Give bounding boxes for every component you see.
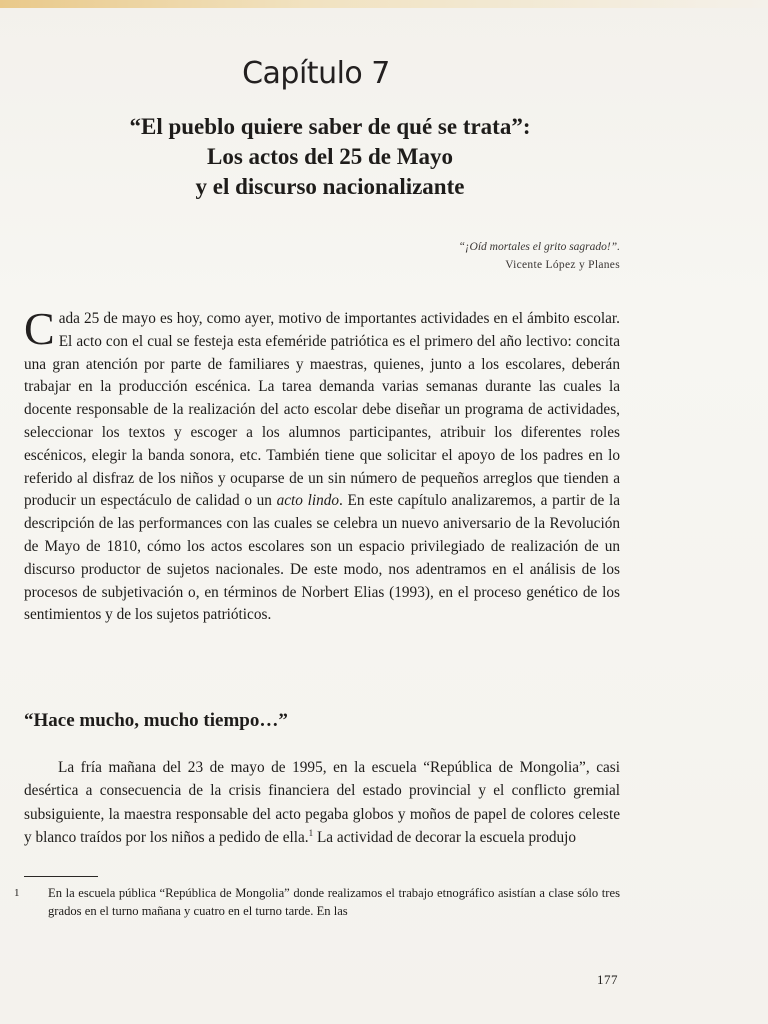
chapter-title [28, 112, 632, 202]
chapter-title-line: Los actos del 25 de Mayo [207, 144, 453, 169]
footnote-number: 1 [14, 887, 20, 899]
intro-text: ada 25 de mayo es hoy, como ayer, motivo de importantes actividades en el ámbito escolar. El acto con el cual se festeja esta efeméride patriótica es el primero del año lectivo: concita una gran atención por parte de familiares y maestras, quienes, junto a los escolares, deberán trabajar en la producción escénica. La tarea demanda varias semanas durante las cuales la docente responsable de la realización del acto escolar debe diseñar un programa de actividades, seleccionar los textos y escoger a los alumnos participantes, atribuir los diferentes roles escénicos, elegir la banda sonora, etc. También tiene que solicitar el apoyo de los padres en lo referido al disfraz de los niños y ocuparse de un sin número de pequeños arreglos que tienden a producir un espectáculo de calidad o un [24, 310, 620, 510]
intro-paragraph [24, 303, 620, 627]
footnote-text: En la escuela pública “República de Mongolia” donde realizamos el trabajo etnográfico asistían a clase sólo tres grados en el turno mañana y cuatro en el turno tarde. En las [48, 886, 620, 918]
epigraph-author: Vicente López y Planes [505, 259, 620, 271]
page-top-edge [0, 0, 768, 8]
footnote-reference[interactable]: 1 [308, 828, 314, 839]
intro-text-continued: . En este capítulo analizaremos, a partir de la descripción de las performances con las cuales se celebra un nuevo aniversario de la Revolución de Mayo de 1810, cómo los actos escolares son un espacio privilegiado de realización de un discurso productor de sujetos nacionales. De este modo, nos adentramos en el análisis de los procesos de subjetivación o, en términos de Norbert Elias (1993), en el proceso genético de los sentimientos y de los sujetos patrióticos. [24, 492, 620, 624]
section-paragraph [24, 756, 620, 850]
drop-cap: C [24, 303, 55, 354]
page-number: 177 [597, 972, 618, 987]
section-heading: “Hace mucho, mucho tiempo…” [24, 710, 288, 731]
epigraph-quote: “¡Oíd mortales el grito sagrado!”. [458, 241, 620, 253]
epigraph [459, 238, 620, 274]
chapter-title-line: y el discurso nacionalizante [195, 174, 465, 199]
chapter-label: Capítulo 7 [242, 56, 390, 91]
footnote [14, 884, 620, 920]
intro-emphasis: acto lindo [276, 492, 340, 510]
chapter-title-line: “El pueblo quiere saber de qué se trata”: [129, 114, 531, 139]
section-text: La fría mañana del 23 de mayo de 1995, en la escuela “República de Mongolia”, casi desértica a consecuencia de la crisis financiera del estado provincial y el conflicto gremial subsiguiente, la maestra responsable del acto pegaba globos y moños de papel de colores celeste y blanco traídos por los niños a pedido de ella. [24, 759, 620, 847]
footnote-divider [24, 876, 98, 877]
section-text-continued: La actividad de decorar la escuela produjo [313, 829, 577, 847]
